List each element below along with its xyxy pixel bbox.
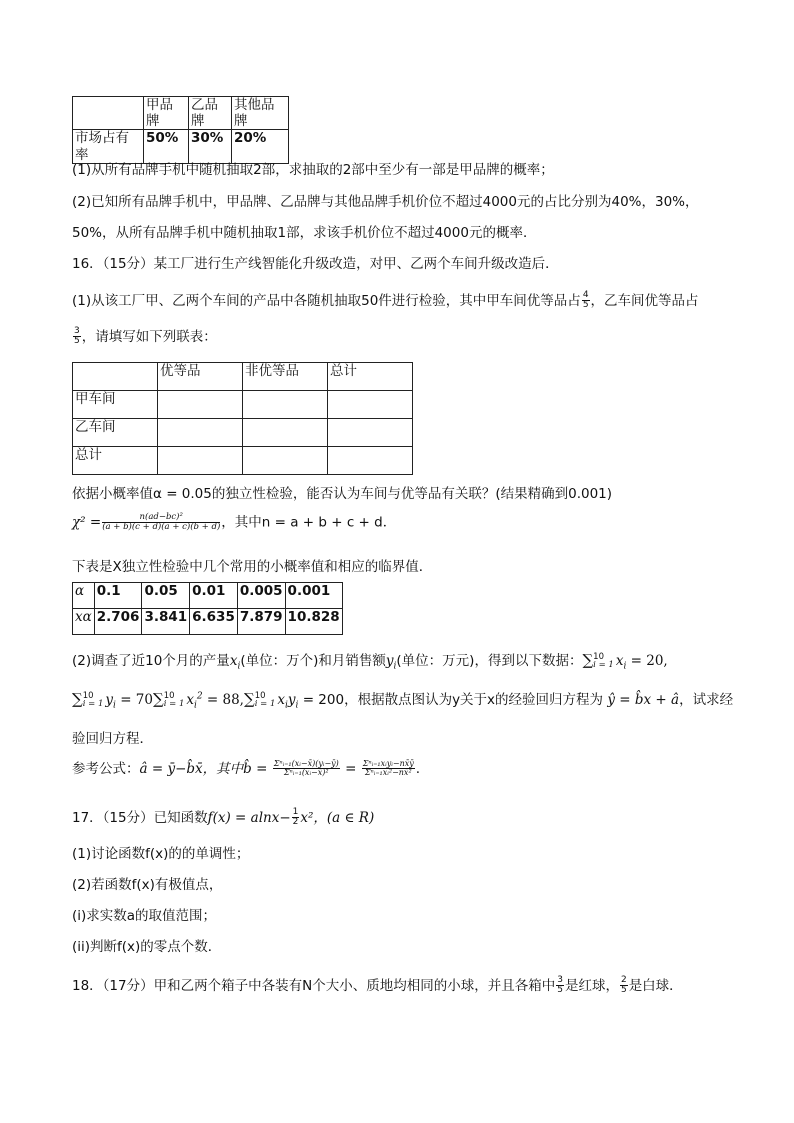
table-row-label: 市场占有率 [73, 130, 144, 163]
table-cell [243, 391, 328, 419]
q16-part1-text-b: ，乙车间优等品占 [590, 292, 699, 309]
table-header-cell: 甲品牌 [144, 97, 189, 130]
q16-part2-line3: 验回归方程． [72, 731, 153, 747]
table-cell [158, 447, 243, 475]
chi-square-fraction: $\frac{\text{n(ad−bc)²}}{(a + b)(c + d)(a + c)(b + d)}$ [102, 512, 221, 532]
q18-text: 18．（17分）甲和乙两个箱子中各装有N个大小、质地均相同的小球，并且各箱中 $\frac{3}{5}$ 是红球， $\frac{2}{5}$ 是白球． [72, 975, 683, 996]
table-cell: 6.635 [190, 609, 238, 635]
table-cell: 50% [144, 130, 189, 163]
table-cell: 0.1 [94, 583, 142, 609]
table-header-cell: 其他品牌 [232, 97, 289, 130]
table-cell: 10.828 [285, 609, 342, 635]
table-cell [328, 419, 413, 447]
q16-part2-line1: (2)调查了近10个月的产量$x_i$(单位：万个)和月销售额$y_i$(单位：万元)，得到以下数据：∑ 10 i = 1 $x_i = 20$, [72, 651, 668, 672]
critical-values-table [72, 582, 343, 635]
table-row-label: 总计 [73, 447, 158, 475]
q16-header: 16．（15分）某工厂进行生产线智能化升级改造，对甲、乙两个车间升级改造后． [72, 256, 559, 272]
table-cell [158, 419, 243, 447]
table-cell: 0.01 [190, 583, 238, 609]
table-row-label: 乙车间 [73, 419, 158, 447]
table-cell [328, 391, 413, 419]
table-cell: 30% [189, 130, 232, 163]
table-row-label: α [73, 583, 95, 609]
b-hat-fraction-1: $\frac{\text{Σⁿᵢ₌₁(xᵢ−x̄)(yᵢ−ȳ)}}{\text{Σⁿᵢ₌₁(xᵢ−x̄)²}}$ [273, 759, 339, 778]
table-row-label: 甲车间 [73, 391, 158, 419]
fraction-three-fifths: $\frac{3}{5}$ [557, 975, 563, 996]
q16-part1-text-a: (1)从该工厂甲、乙两个车间的产品中各随机抽取50件进行检验，其中甲车间优等品占 [72, 292, 581, 309]
table-header-cell: 非优等品 [243, 363, 328, 391]
q17-part2: (2)若函数f(x)有极值点， [72, 877, 223, 893]
table-cell [243, 447, 328, 475]
table-cell: 0.005 [237, 583, 285, 609]
table-cell: 7.879 [237, 609, 285, 635]
table-cell: 0.05 [142, 583, 190, 609]
table-header-cell [73, 363, 158, 391]
market-share-table [72, 96, 289, 164]
q17-part2-ii: (ii)判断f(x)的零点个数． [72, 939, 222, 955]
table-header-cell: 优等品 [158, 363, 243, 391]
q15-part2-line2: 50%，从所有品牌手机中随机抽取1部，求该手机价位不超过4000元的概率． [72, 225, 537, 241]
chi-square-formula: χ² = $\frac{\text{n(ad−bc)²}}{(a + b)(c + d)(a + c)(b + d)}$ ，其中n = a + b + c + d． [72, 512, 397, 532]
q16-independence-test: 依据小概率值α = 0.05的独立性检验，能否认为车间与优等品有关联？(结果精确到0.001) [72, 486, 613, 502]
table-cell [158, 391, 243, 419]
q15-part2-line1: (2)已知所有品牌手机中，甲品牌、乙品牌与其他品牌手机价位不超过4000元的占比分别为40%，30%， [72, 194, 699, 210]
q16-part1-line1 [72, 291, 699, 311]
fraction-four-fifths: $\frac{4}{5}$ [582, 290, 589, 311]
q17-header: 17．（15分）已知函数f(x) = alnx− $\frac{1}{2}$ x²，(a ∈ R) [72, 807, 375, 828]
fraction-three-fifths: $\frac{3}{5}$ [74, 326, 80, 347]
b-hat-fraction-2: $\frac{\text{Σⁿᵢ₌₁xᵢyᵢ−nx̄ȳ}}{\text{Σⁿᵢ₌₁xᵢ²−nx̄²}}$ [362, 759, 414, 778]
q15-part1: (1)从所有品牌手机中随机抽取2部，求抽取的2部中至少有一部是甲品牌的概率； [72, 162, 554, 178]
q16-part1-text-c: ，请填写如下列联表： [81, 328, 217, 345]
table-cell [328, 447, 413, 475]
fraction-two-fifths: $\frac{2}{5}$ [620, 975, 627, 996]
table-header-cell [73, 97, 144, 130]
table-header-cell: 乙品牌 [189, 97, 232, 130]
table-row-label: xα [73, 609, 95, 635]
q16-part2-line2: ∑ 10 i = 1 $y_i = 70\sum$ 10 i = 1 $x_i^2 = 88,\sum$ 10 i = 1 $x_iy_i = 200$，根据散点图认为y关于x的经验回归方程为 ŷ = b̂x + â，试求经 [72, 690, 734, 711]
contingency-table [72, 362, 413, 475]
table-cell: 0.001 [285, 583, 342, 609]
table-cell [243, 419, 328, 447]
table-cell: 20% [232, 130, 289, 163]
critical-values-intro: 下表是X独立性检验中几个常用的小概率值和相应的临界值． [72, 559, 433, 575]
q17-part2-i: (i)求实数a的取值范围； [72, 908, 217, 924]
reference-formula: 参考公式：â = ȳ−b̂x̄，其中b̂ = $\frac{\text{Σⁿᵢ₌₁(xᵢ−x̄)(yᵢ−ȳ)}}{\text{Σⁿᵢ₌₁(xᵢ−x̄)²}}$ = $\frac{\text{Σⁿᵢ₌₁xᵢyᵢ−nx̄ȳ}}{\text{Σⁿᵢ₌₁xᵢ²−nx̄²}}$ . [72, 759, 421, 778]
q16-part1-line2 [72, 327, 217, 347]
fraction-one-half: $\frac{1}{2}$ [292, 807, 299, 828]
table-cell: 3.841 [142, 609, 190, 635]
q17-part1: (1)讨论函数f(x)的的单调性； [72, 846, 250, 862]
table-cell: 2.706 [94, 609, 142, 635]
table-header-cell: 总计 [328, 363, 413, 391]
